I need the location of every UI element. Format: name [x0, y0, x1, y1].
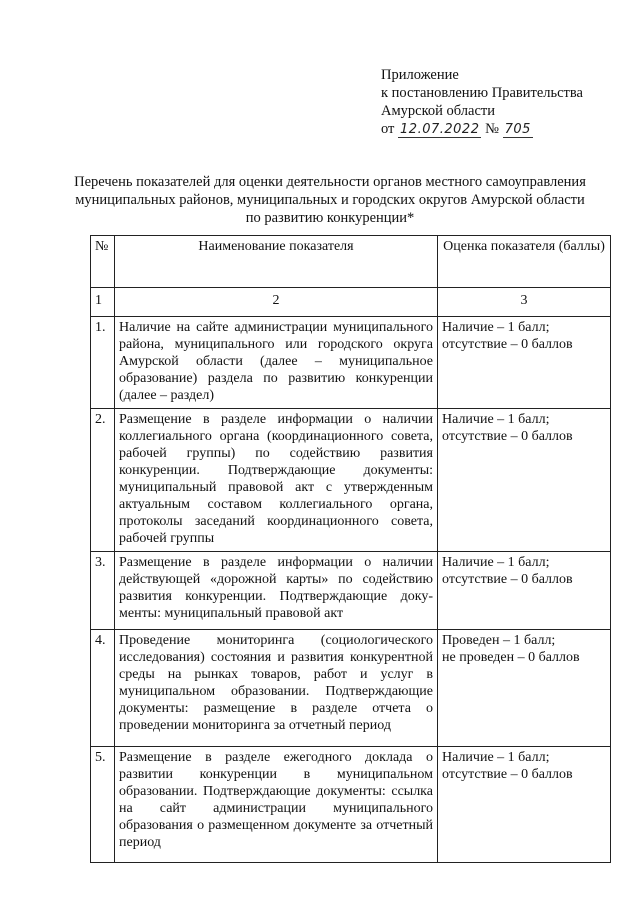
column-index: 1	[91, 288, 115, 317]
header-num: №	[91, 236, 115, 288]
column-index-row	[91, 288, 611, 317]
score-negative: отсутствие – 0 баллов	[442, 337, 573, 352]
appendix-label: Приложение	[381, 67, 459, 83]
row-num: 1.	[91, 317, 115, 409]
number-label: №	[485, 121, 499, 137]
score-positive: Наличие – 1 балл;	[442, 320, 550, 335]
row-indicator-name: Проведение мониторинга (социологического исследования) состояния и развития конкурентной среды на рынках товаров, работ и услуг в муниципальном образовании. Подтверждающие документы: размещение в разделе отчета о проведении мониторинга за отчетный период	[115, 630, 438, 747]
indicators-table	[90, 235, 611, 863]
score-positive: Наличие – 1 балл;	[442, 750, 550, 765]
row-score	[438, 317, 611, 409]
column-index: 3	[438, 288, 611, 317]
row-indicator-name: Размещение в разделе информации о наличии действующей «дорожной карты» по содействию развития конкуренции. Подтверждающие доку-менты: муниципальный правовой акт	[115, 552, 438, 630]
document-title: Перечень показателей для оценки деятельности органов местного самоуправления муниципальных районов, муниципальных и городских округов Амурской области по развитию конкуренции*	[74, 174, 586, 226]
table-row	[91, 552, 611, 630]
appendix-date-number-line	[381, 120, 621, 139]
row-score	[438, 747, 611, 863]
table-header-row	[91, 236, 611, 288]
score-positive: Наличие – 1 балл;	[442, 412, 550, 427]
handwritten-number: 705	[504, 122, 531, 137]
row-score	[438, 409, 611, 552]
handwritten-date: 12.07.2022	[400, 122, 480, 137]
column-index: 2	[115, 288, 438, 317]
table-row	[91, 630, 611, 747]
score-negative: отсутствие – 0 баллов	[442, 767, 573, 782]
row-indicator-name: Размещение в разделе информации о наличии коллегиального органа (координационного совета, рабочей группы) по содействию развития конкуренции. Подтверждающие документы: муниципальный правовой акт с утвержденным актуальным составом коллегиального органа, протоколы заседаний координационного совета, рабочей группы	[115, 409, 438, 552]
score-positive: Наличие – 1 балл;	[442, 555, 550, 570]
score-negative: отсутствие – 0 баллов	[442, 572, 573, 587]
row-indicator-name: Наличие на сайте администрации муниципального района, муниципального или городского округа Амурской области (далее – муниципальное образование) раздела по развитию конкуренции (далее – раздел)	[115, 317, 438, 409]
from-label: от	[381, 121, 395, 137]
score-positive: Проведен – 1 балл;	[442, 633, 556, 648]
row-num: 4.	[91, 630, 115, 747]
row-num: 2.	[91, 409, 115, 552]
score-negative: не проведен – 0 баллов	[442, 650, 580, 665]
table-row	[91, 409, 611, 552]
row-num: 5.	[91, 747, 115, 863]
appendix-block	[381, 66, 621, 139]
score-negative: отсутствие – 0 баллов	[442, 429, 573, 444]
row-indicator-name: Размещение в разделе ежегодного доклада о развитии конкуренции в муниципальном образовании. Подтверждающие документы: ссылка на сайт администрации муниципального образования о размещенном документе за отчетный период	[115, 747, 438, 863]
table-row	[91, 317, 611, 409]
header-score: Оценка показателя (баллы)	[438, 236, 611, 288]
appendix-region: Амурской области	[381, 103, 495, 119]
header-name: Наименование показателя	[115, 236, 438, 288]
table-row	[91, 747, 611, 863]
appendix-resolution: к постановлению Правительства	[381, 85, 583, 101]
row-score	[438, 552, 611, 630]
row-num: 3.	[91, 552, 115, 630]
row-score	[438, 630, 611, 747]
